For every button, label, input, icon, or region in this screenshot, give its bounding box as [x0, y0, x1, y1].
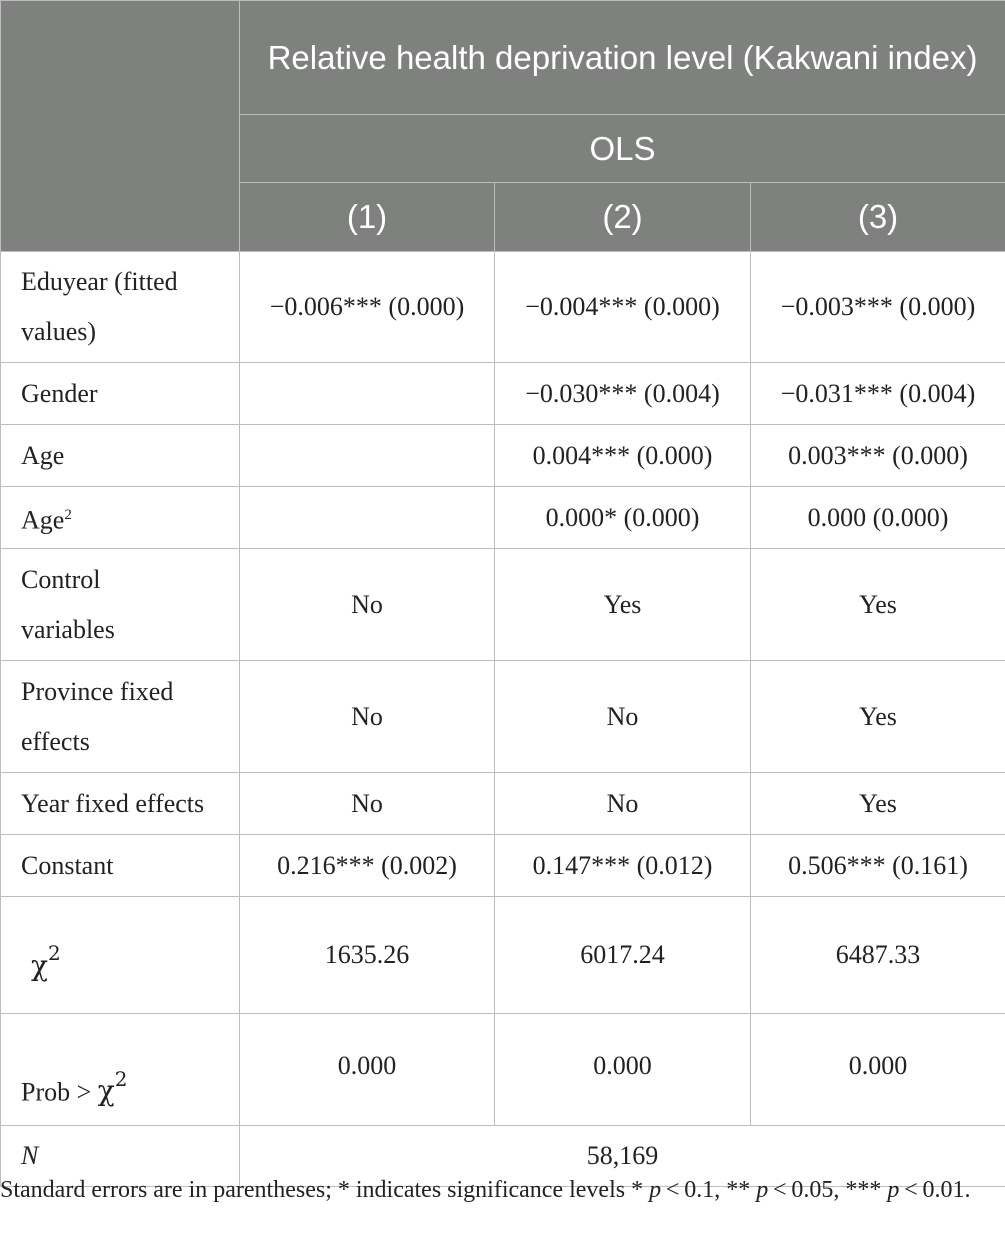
table-cell: No — [240, 773, 495, 835]
row-label-text: Prob > — [21, 1077, 92, 1106]
table-cell-merged: 58,169 — [240, 1126, 1005, 1187]
column-header-1: (1) — [240, 183, 495, 252]
superscript: 2 — [114, 1066, 128, 1091]
table-cell: 0.000 — [495, 1014, 751, 1126]
table-cell: 0.000* (0.000) — [495, 487, 751, 549]
row-label: Constant — [1, 835, 240, 897]
table-row-prob-chi-squared — [1, 1014, 1005, 1126]
footnote-text: < 0.05, *** — [768, 1177, 888, 1203]
table-cell: 6487.33 — [751, 897, 1005, 1014]
row-label — [1, 487, 240, 549]
footnote-text: < 0.01. — [899, 1177, 971, 1203]
table-cell: 0.004*** (0.000) — [495, 425, 751, 487]
footnote-text: Standard errors are in parentheses; * indicates significance levels * — [0, 1177, 650, 1203]
header-corner-cell — [1, 1, 240, 252]
table-cell: No — [240, 661, 495, 773]
table-cell: 1635.26 — [240, 897, 495, 1014]
table-cell: −0.003*** (0.000) — [751, 252, 1005, 363]
table-cell: −0.030*** (0.004) — [495, 363, 751, 425]
table-cell: 0.147*** (0.012) — [495, 835, 751, 897]
table-row-age-squared — [1, 487, 1005, 549]
table-row-control-variables — [1, 549, 1005, 661]
row-label: Gender — [1, 363, 240, 425]
table-cell: 0.000 — [240, 1014, 495, 1126]
table-row-eduyear — [1, 252, 1005, 363]
row-label: Province fixed effects — [1, 661, 240, 773]
chi-symbol — [31, 941, 61, 982]
column-header-3: (3) — [751, 183, 1005, 252]
table-cell: 0.000 (0.000) — [751, 487, 1005, 549]
table-row-province-fixed-effects — [1, 661, 1005, 773]
row-label — [1, 897, 240, 1014]
table-cell: 0.003*** (0.000) — [751, 425, 1005, 487]
table-cell — [240, 363, 495, 425]
footnote-p: p — [756, 1177, 769, 1203]
footnote-text: < 0.1, ** — [661, 1177, 757, 1203]
table-cell: 0.000 — [751, 1014, 1005, 1126]
table-cell: 0.216*** (0.002) — [240, 835, 495, 897]
table-cell: Yes — [495, 549, 751, 661]
table-cell: Yes — [751, 549, 1005, 661]
table-cell: 0.506*** (0.161) — [751, 835, 1005, 897]
row-label-text: Age — [21, 505, 65, 535]
table-cell: Yes — [751, 661, 1005, 773]
row-label: Year fixed effects — [1, 773, 240, 835]
row-label — [1, 1014, 240, 1126]
table-cell: −0.004*** (0.000) — [495, 252, 751, 363]
chi-letter: χ — [31, 948, 48, 982]
column-header-2: (2) — [495, 183, 751, 252]
table-row-constant — [1, 835, 1005, 897]
table-cell: No — [495, 773, 751, 835]
table-cell: 6017.24 — [495, 897, 751, 1014]
footnote-p: p — [649, 1177, 662, 1203]
table-cell — [240, 425, 495, 487]
row-label: Eduyear (fitted values) — [1, 252, 240, 363]
table-cell: No — [240, 549, 495, 661]
table-body — [1, 252, 1005, 1187]
superscript: 2 — [47, 941, 61, 966]
table-footnote — [0, 1173, 1000, 1207]
chi-symbol — [97, 1066, 128, 1107]
table-header — [1, 1, 1005, 252]
chi-letter: χ — [97, 1074, 115, 1107]
footnote-p: p — [887, 1177, 900, 1203]
table-cell: −0.006*** (0.000) — [240, 252, 495, 363]
table-cell: No — [495, 661, 751, 773]
dependent-variable-header: Relative health deprivation level (Kakwani index) — [240, 1, 1005, 115]
table-row-chi-squared — [1, 897, 1005, 1014]
row-label: N — [1, 1126, 240, 1187]
table-row-age — [1, 425, 1005, 487]
superscript: 2 — [64, 506, 72, 523]
row-label: Age — [1, 425, 240, 487]
table-row-year-fixed-effects — [1, 773, 1005, 835]
table-cell — [240, 487, 495, 549]
table-row-gender — [1, 363, 1005, 425]
row-label: Control variables — [1, 549, 240, 661]
method-header: OLS — [240, 115, 1005, 183]
table-cell: Yes — [751, 773, 1005, 835]
table-cell: −0.031*** (0.004) — [751, 363, 1005, 425]
